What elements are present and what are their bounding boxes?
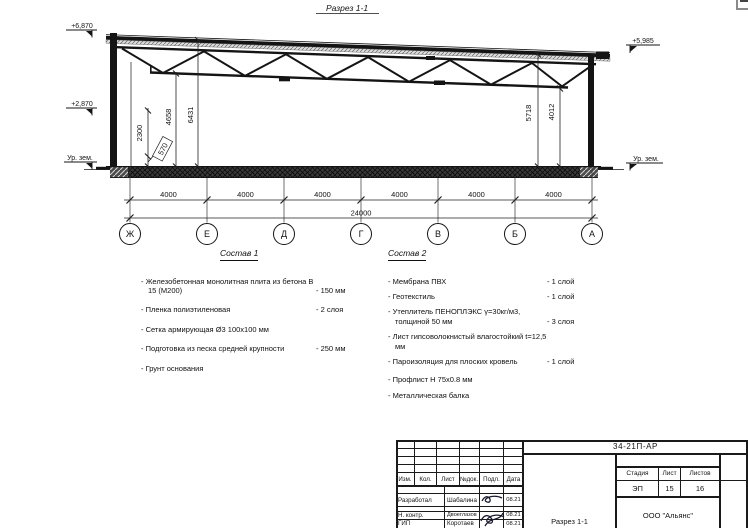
date-developed: 08.21 [506, 497, 521, 503]
stage-value: ЭП [632, 484, 643, 493]
truss-gusset-plate [426, 56, 435, 60]
elevation-label: Ур. зем. [67, 155, 93, 162]
name-developed: Шабалина [447, 496, 477, 504]
company-name: ООО "Альянс" [642, 510, 694, 520]
foundation-right [580, 167, 598, 178]
composition-list-2 [388, 248, 623, 406]
item-name: - Металлическая балка [388, 390, 470, 400]
col-ndok: №док. [459, 475, 479, 483]
col-data: Дата [506, 475, 521, 483]
col-izm: Изм. [398, 475, 412, 483]
item-name: - Грунт основания [141, 363, 204, 373]
sheet-header: Лист [662, 470, 677, 477]
item-name: - Профлист Н 75х0.8 мм [388, 375, 473, 385]
name-gip: Коротаев [447, 520, 474, 527]
elevation-label: +6,870 [71, 23, 93, 30]
composition-2-header: Состав 2 [388, 248, 426, 261]
item-value: - 2 слоя [316, 305, 344, 315]
list-item [388, 332, 623, 351]
sheets-value: 16 [695, 484, 705, 493]
sheets-header: Листов [689, 470, 711, 477]
list-item [388, 375, 623, 384]
item-value: - 3 слоя [547, 316, 575, 326]
elevation-label: +5,985 [632, 38, 654, 45]
drawing-name: Разрез 1-1 [551, 516, 588, 526]
date-gip: 08.21 [506, 520, 521, 527]
section-title: Разрез 1-1 [325, 3, 369, 13]
elevation-mark-left-top [66, 23, 97, 38]
item-name: - Утеплитель ПЕНОПЛЭКС γ=30кг/м3, толщиной 50 мм [388, 307, 521, 326]
roof-right-end [596, 52, 609, 60]
doc-number: 34-21П-АР [613, 442, 658, 451]
col-kol: Кол. [419, 475, 432, 483]
item-name: - Пароизоляция для плоских кровель [388, 356, 518, 366]
dim-570-label: 570 [156, 141, 170, 157]
elevation-mark-right-top [626, 38, 660, 53]
dim-2300: 2300 [135, 124, 144, 142]
floor-slab [110, 167, 598, 178]
truss-gusset-plate [279, 77, 290, 82]
dim-4000: 4000 [468, 190, 485, 199]
item-name: - Мембрана ПВХ [388, 276, 447, 286]
dim-570 [153, 136, 173, 161]
signature [479, 488, 505, 528]
list-item [141, 344, 381, 353]
stage-header: Стадия [626, 470, 649, 477]
item-value: - 250 мм [316, 344, 346, 354]
item-name: - Подготовка из песка средней крупности [141, 344, 285, 354]
axis-label: Б [512, 229, 518, 240]
item-name: - Железобетонная монолитная плита из бетона В 15 (М200) [141, 276, 314, 295]
title-block [396, 440, 748, 528]
foundation-left [110, 167, 128, 178]
elevation-label: Ур. зем. [633, 156, 659, 163]
role-gip: ГИП [398, 520, 411, 527]
dim-4000: 4000 [545, 190, 562, 199]
elevation-mark-left-mid [66, 101, 97, 116]
axis-label: Г [358, 229, 364, 240]
col-list: Лист [441, 475, 455, 483]
list-item [388, 357, 623, 366]
composition-list-1 [141, 248, 381, 383]
section-drawing [0, 0, 748, 250]
axis-label: Е [203, 229, 211, 240]
axis-label: Д [280, 229, 288, 240]
item-name: - Лист гипсоволокнистый влагостойкий t=12,5 мм [388, 332, 547, 351]
dim-4000: 4000 [237, 190, 254, 199]
dim-6431: 6431 [186, 106, 195, 124]
sheet-value: 15 [665, 484, 674, 493]
list-item [141, 305, 381, 314]
axis-label: А [588, 229, 596, 240]
item-value: - 150 мм [316, 286, 346, 295]
item-value: - 1 слой [547, 276, 575, 286]
left-column [110, 33, 117, 168]
dim-4000: 4000 [160, 190, 177, 199]
list-item [141, 277, 381, 296]
list-item [388, 292, 623, 301]
dim-4000: 4000 [391, 190, 408, 199]
item-name: - Сетка армирующая Ø3 100х100 мм [141, 324, 269, 334]
list-item [141, 364, 381, 373]
dim-24000: 24000 [350, 208, 372, 218]
roof-membrane-band [106, 36, 610, 58]
role-ncontrol: Н. контр. [398, 511, 424, 519]
list-item [388, 277, 623, 286]
axis-label: Ж [125, 229, 135, 240]
item-value: - 1 слой [547, 356, 575, 366]
dim-4658: 4658 [164, 108, 173, 126]
elevation-mark-ground-left [64, 155, 97, 170]
dim-4000: 4000 [314, 190, 331, 199]
role-developed: Разработал [398, 496, 432, 504]
elevation-mark-ground-right [626, 156, 663, 171]
name-ncontrol: Двоеглазов [447, 512, 477, 518]
item-name: - Геотекстиль [388, 292, 435, 301]
axis-bubbles [120, 224, 603, 245]
date-ncontrol: 08.21 [506, 512, 521, 518]
elevation-label: +2,870 [71, 101, 93, 108]
right-column [588, 55, 594, 168]
list-item [141, 325, 381, 334]
truss-bottom-chord [150, 73, 568, 88]
composition-1-header: Состав 1 [220, 248, 258, 261]
dim-5718: 5718 [524, 104, 533, 122]
list-item [388, 391, 623, 400]
truss-gusset-plate [434, 81, 445, 86]
axis-label: В [434, 229, 442, 240]
item-value: - 1 слой [547, 292, 575, 301]
dim-4012: 4012 [547, 103, 556, 121]
list-item [388, 307, 623, 326]
item-name: - Пленка полиэтиленовая [141, 305, 231, 315]
col-podl: Подл. [483, 475, 500, 483]
